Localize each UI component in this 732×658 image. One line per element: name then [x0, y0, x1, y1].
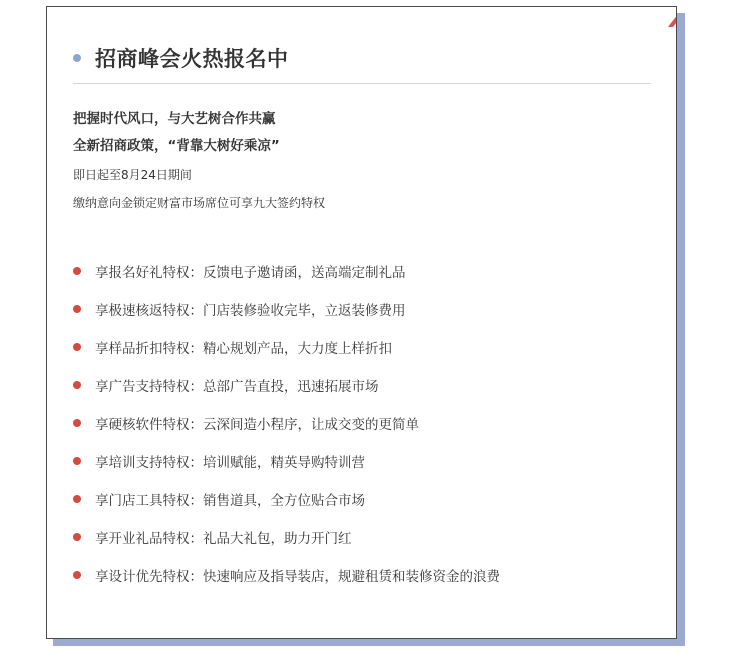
red-stripe-icon	[668, 7, 677, 27]
page-title: 招商峰会火热报名中	[95, 47, 289, 71]
privilege-text: 享报名好礼特权：反馈电子邀请函，送高端定制礼品	[95, 265, 406, 281]
bullet-dot-icon	[73, 457, 81, 465]
list-item	[73, 565, 500, 585]
privilege-text: 享广告支持特权：总部广告直投，迅速拓展市场	[95, 379, 379, 395]
intro-line-4: 缴纳意向金锁定财富市场席位可享九大签约特权	[73, 196, 326, 210]
privilege-text: 享极速核返特权：门店装修验收完毕，立返装修费用	[95, 303, 406, 319]
list-item	[73, 489, 365, 509]
bullet-dot-icon	[73, 533, 81, 541]
privilege-text: 享样品折扣特权：精心规划产品，大力度上样折扣	[95, 341, 392, 357]
list-item	[73, 527, 352, 547]
intro-line-3: 即日起至8月24日期间	[73, 168, 192, 182]
bullet-dot-icon	[73, 343, 81, 351]
privilege-text: 享开业礼品特权：礼品大礼包，助力开门红	[95, 531, 352, 547]
intro-line-1: 把握时代风口，与大艺树合作共赢	[73, 111, 276, 127]
title-dot-icon	[73, 54, 81, 62]
privilege-text: 享培训支持特权：培训赋能，精英导购特训营	[95, 455, 365, 471]
bullet-dot-icon	[73, 495, 81, 503]
title-row	[73, 43, 289, 73]
title-divider	[73, 83, 651, 84]
list-item	[73, 451, 365, 471]
list-item	[73, 375, 379, 395]
bullet-dot-icon	[73, 571, 81, 579]
invitation-card	[46, 6, 677, 639]
list-item	[73, 261, 406, 281]
bullet-dot-icon	[73, 381, 81, 389]
privilege-text: 享门店工具特权：销售道具，全方位贴合市场	[95, 493, 365, 509]
list-item	[73, 299, 406, 319]
list-item	[73, 337, 392, 357]
bullet-dot-icon	[73, 267, 81, 275]
list-item	[73, 413, 419, 433]
intro-line-2: 全新招商政策，“背靠大树好乘凉”	[73, 138, 280, 154]
bullet-dot-icon	[73, 305, 81, 313]
privilege-text: 享硬核软件特权：云深间造小程序，让成交变的更简单	[95, 417, 419, 433]
bullet-dot-icon	[73, 419, 81, 427]
privilege-text: 享设计优先特权：快速响应及指导装店，规避租赁和装修资金的浪费	[95, 569, 500, 585]
corner-stripes-decoration	[663, 7, 677, 27]
